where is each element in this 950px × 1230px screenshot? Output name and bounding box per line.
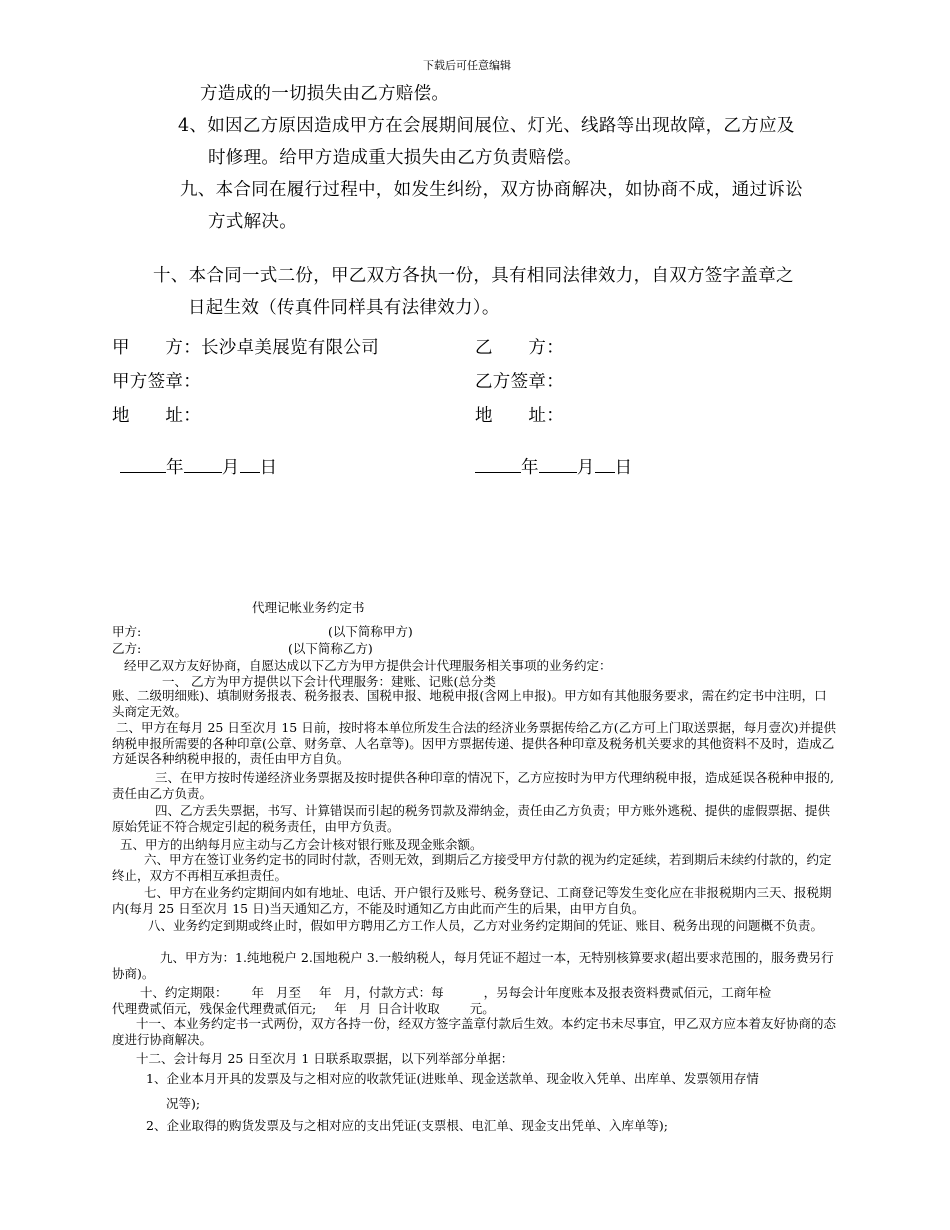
- contract2-p10-line2: [112, 999, 495, 1017]
- clause-8-4-line1: 4、如因乙方原因造成甲方在会展期间展位、灯光、线路等出现故障，乙方应及: [178, 116, 795, 136]
- clause-10-line1: 十、本合同一式二份，甲乙双方各执一份，具有相同法律效力，自双方签字盖章之: [153, 266, 794, 286]
- date-year-label: 年: [166, 458, 184, 478]
- contract2-p5: 五、甲方的出纳每月应主动与乙方会计核对银行账及现金账余额。: [120, 837, 483, 852]
- party-a-label: 甲 方：: [112, 338, 201, 358]
- contract2-title: 代理记帐业务约定书: [252, 600, 365, 615]
- contract2-p1-rest: 账、二级明细账)、填制财务报表、税务报表、国税申报、地税申报(含网上申报)。甲方如有其他服务要求，需在约定书中注明，口头商定无效。: [112, 688, 827, 719]
- p10-year: 年: [251, 985, 265, 1000]
- contract2-intro: 经甲乙双方友好协商，自愿达成以下乙方为甲方提供会计代理服务相关事项的业务约定：: [124, 658, 612, 673]
- contract2-p9: 九、甲方为：1.纯地税户 2.国地税户 3.一般纳税人，每月凭证不超过一本，无特别核算要求(超出要求范围的，服务费另行协商)。: [112, 950, 834, 981]
- list-item-1-line1: 1、企业本月开具的发票及与之相对应的收款凭证(进账单、现金送款单、现金收入凭单、出库单、发票领用存情: [146, 1071, 759, 1086]
- p10-month3: 月: [358, 1001, 372, 1016]
- list-item-1-line2: 况等);: [166, 1096, 201, 1111]
- contract2-party-b: 乙方:: [112, 641, 142, 656]
- date-day-label: 日: [259, 458, 278, 478]
- sign-b-label: 乙方签章：: [475, 372, 564, 392]
- contract2-p1-line1: 一、 乙方为甲方提供以下会计代理服务：建账、记账(总分类: [162, 674, 496, 689]
- date-month-label: 月: [221, 458, 240, 478]
- p10-total: 日合计收取: [377, 1001, 440, 1016]
- clause-8-4-line2: 时修理。给甲方造成重大损失由乙方负责赔偿。: [208, 148, 582, 168]
- p10-payment: 月，付款方式：每: [343, 985, 444, 1000]
- date-day-label: 日: [614, 458, 633, 478]
- sign-a-label: 甲方签章：: [112, 372, 201, 392]
- contract2-p12: 十二、会计每月 25 日至次月 1 日联系取票据，以下列举部分单据：: [136, 1051, 514, 1066]
- contract2-p2: 二、甲方在每月 25 日至次月 15 日前，按时将本单位所发生合法的经济业务票据传给乙方(乙方可上门取送票据，每月壹次)并提供纳税申报所需要的各种印章(公章、财务章、人名章等)。因甲方票据传递、提供各种印章及税务机关要求的其他资料不及时，造成乙方延误各种纳税申报的，责任由甲方自负。: [112, 720, 836, 766]
- date-month-label: 月: [576, 458, 595, 478]
- party-a-value: 长沙卓美展览有限公司: [201, 338, 379, 358]
- clause-10-line2: 日起生效（传真件同样具有法律效力）。: [188, 298, 500, 318]
- p10-term-label: 十、约定期限：: [140, 985, 228, 1000]
- date-line-a: [120, 454, 277, 479]
- list-item-2: 2、企业取得的购货发票及与之相对应的支出凭证(支票根、电汇单、现金支出凭单、入库单等);: [146, 1118, 668, 1133]
- page-header: 下载后可任意编辑: [423, 59, 511, 72]
- p10-year2: 年: [319, 985, 332, 1000]
- p10-yuan: 元。: [469, 1001, 495, 1016]
- contract2-party-a-note: (以下简称甲方): [328, 624, 413, 639]
- clause-9-line2: 方式解决。: [208, 212, 297, 232]
- party-a-row: [112, 334, 379, 359]
- contract2-p4: 四、乙方丢失票据，书写、计算错误而引起的税务罚款及滞纳金，责任由乙方负责；甲方账外逃税、提供的虚假票据、提供原始凭证不符合规定引起的税务责任，由甲方负责。: [112, 803, 831, 834]
- party-b-label: 乙 方：: [475, 338, 564, 358]
- contract2-p6: 六、甲方在签订业务约定书的同时付款，否则无效，到期后乙方接受甲方付款的视为约定延续，若到期后未续约付款的，约定终止，双方不再相互承担责任。: [112, 852, 832, 883]
- p10-fees: ，另每会计年度账本及报表资料费贰佰元，工商年检: [483, 985, 772, 1000]
- p10-year3: 年: [334, 1001, 347, 1016]
- contract2-party-a: 甲方:: [112, 624, 142, 639]
- clause-8-3-continuation: 方造成的一切损失由乙方赔偿。: [200, 84, 450, 104]
- date-line-b: [475, 454, 632, 479]
- contract2-p7: 七、甲方在业务约定期间内如有地址、电话、开户银行及账号、税务登记、工商登记等发生变化应在非报税期内三天、报税期内(每月 25 日至次月 15 日)当天通知乙方，不能及时通知乙方由此而产生的后果，由甲方自负。: [112, 885, 832, 916]
- contract2-p11: 十一、本业务约定书一式两份，双方各持一份，经双方签字盖章付款后生效。本约定书未尽事宜，甲乙双方应本着友好协商的态度进行协商解决。: [112, 1016, 837, 1047]
- clause-9-line1: 九、本合同在履行过程中，如发生纠纷，双方协商解决，如协商不成，通过诉讼: [180, 180, 803, 200]
- p10-fees2: 代理费贰佰元，残保金代理费贰佰元;: [112, 1001, 317, 1016]
- addr-a-label: 地 址：: [112, 406, 201, 426]
- contract2-p3: 三、在甲方按时传递经济业务票据及按时提供各种印章的情况下，乙方应按时为甲方代理纳税申报，造成延误各税种申报的, 责任由乙方负责。: [112, 770, 834, 801]
- contract2-party-b-note: (以下简称乙方): [288, 641, 373, 656]
- addr-b-label: 地 址：: [475, 406, 564, 426]
- contract2-p8: 八、业务约定到期或终止时，假如甲方聘用乙方工作人员，乙方对业务约定期间的凭证、账目、税务出现的问题概不负责。: [148, 918, 824, 933]
- date-year-label: 年: [521, 458, 539, 478]
- p10-month-to: 月至: [276, 985, 302, 1000]
